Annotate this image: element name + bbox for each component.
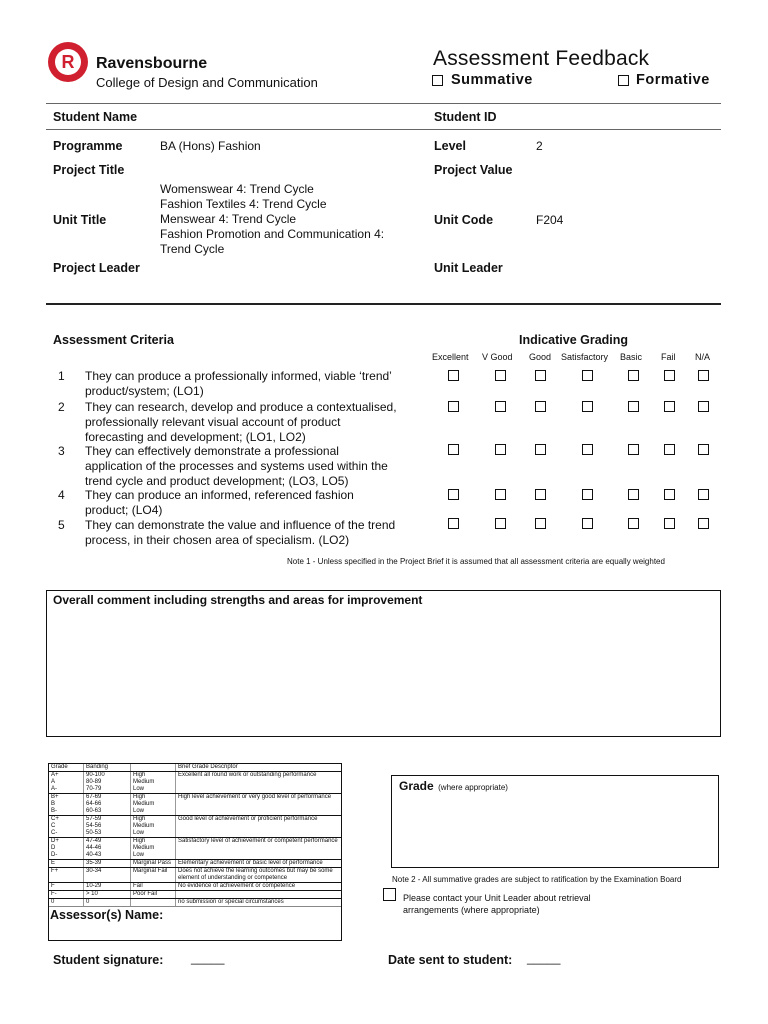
grade-checkbox[interactable] — [448, 518, 459, 529]
retrieval-text — [403, 892, 591, 916]
programme-value: BA (Hons) Fashion — [160, 139, 261, 153]
grade-cell: D+ D D- — [49, 838, 84, 860]
retrieval-checkbox[interactable] — [383, 888, 396, 901]
student-id-label: Student ID — [434, 110, 497, 124]
level-value: 2 — [536, 139, 543, 153]
note-2: Note 2 - All summative grades are subject to ratification by the Examination Board — [392, 875, 682, 884]
project-title-label: Project Title — [53, 163, 125, 177]
grade-checkbox[interactable] — [628, 518, 639, 529]
logo-letter: R — [55, 49, 81, 75]
unit-title-line: Menswear 4: Trend Cycle — [160, 212, 297, 226]
grade-checkbox[interactable] — [664, 401, 675, 412]
grade-box-heading — [399, 777, 508, 795]
descriptor-cell: no submission or special circumstances — [176, 899, 342, 907]
descriptor-header: Brief Grade Descriptor — [176, 764, 342, 772]
unit-title-line: Womenswear 4: Trend Cycle — [160, 182, 314, 196]
programme-label: Programme — [53, 139, 123, 153]
grade-cell: F — [49, 883, 84, 891]
project-leader-label: Project Leader — [53, 261, 140, 275]
criterion-text — [85, 518, 395, 548]
descriptor-cell: High level achievement or very good level of performance — [176, 794, 342, 816]
grade-header: Grade — [49, 764, 84, 772]
grading-col-vgood: V Good — [482, 352, 513, 362]
section-divider — [46, 303, 721, 305]
unit-title-label: Unit Title — [53, 213, 107, 227]
unit-title-line: Fashion Textiles 4: Trend Cycle — [160, 197, 327, 211]
grade-checkbox[interactable] — [448, 401, 459, 412]
criterion-number: 4 — [58, 488, 65, 502]
criterion-line: They can research, develop and produce a contextualised, — [85, 400, 397, 414]
grade-checkbox[interactable] — [582, 489, 593, 500]
criterion-line: They can effectively demonstrate a professional — [85, 444, 339, 458]
grade-checkbox[interactable] — [582, 518, 593, 529]
date-sent-field[interactable]: _____ — [527, 951, 561, 965]
criterion-number: 3 — [58, 444, 65, 458]
grade-cell: F+ — [49, 868, 84, 883]
descriptor-cell: Excellent all round work or outstanding performance — [176, 772, 342, 794]
band-cell: > 10 — [84, 891, 131, 899]
banding-header: Banding — [84, 764, 131, 772]
band-cell: 30-34 — [84, 868, 131, 883]
grade-checkbox[interactable] — [495, 518, 506, 529]
grade-checkbox[interactable] — [628, 444, 639, 455]
criterion-number: 5 — [58, 518, 65, 532]
grade-cell: C+ C C- — [49, 816, 84, 838]
divider — [46, 129, 721, 130]
divider — [46, 103, 721, 104]
grading-heading: Indicative Grading — [519, 333, 629, 347]
grade-checkbox[interactable] — [664, 518, 675, 529]
grade-checkbox[interactable] — [628, 401, 639, 412]
band-cell: 0 — [84, 899, 131, 907]
assessor-label: Assessor(s) Name: — [50, 908, 164, 922]
grade-checkbox[interactable] — [582, 370, 593, 381]
band-cell: 35-39 — [84, 860, 131, 868]
criterion-number: 1 — [58, 369, 65, 383]
criterion-text — [85, 400, 397, 445]
grading-col-excellent: Excellent — [432, 352, 469, 362]
date-sent-label: Date sent to student: — [388, 953, 513, 967]
student-signature-field[interactable]: _____ — [191, 951, 225, 965]
formative-checkbox[interactable] — [618, 75, 629, 86]
grade-checkbox[interactable] — [448, 489, 459, 500]
criterion-line: They can produce a professionally informed, viable ‘trend’ — [85, 369, 392, 383]
grade-checkbox[interactable] — [698, 444, 709, 455]
criterion-line: professionally relevant visual account of product — [85, 415, 341, 429]
grade-label: Grade — [399, 779, 434, 793]
unit-leader-label: Unit Leader — [434, 261, 503, 275]
unit-title-line: Fashion Promotion and Communication 4: — [160, 227, 385, 241]
grade-checkbox[interactable] — [698, 401, 709, 412]
descriptor-cell: Good level of achievement or proficient performance — [176, 816, 342, 838]
grade-cell: F- — [49, 891, 84, 899]
grade-cell: A+ A A- — [49, 772, 84, 794]
grading-col-satisfactory: Satisfactory — [561, 352, 609, 362]
level-cell: Marginal Fail — [131, 868, 176, 883]
band-cell: 67-69 64-66 60-63 — [84, 794, 131, 816]
level-header — [131, 764, 176, 772]
grade-checkbox[interactable] — [495, 444, 506, 455]
level-label: Level — [434, 139, 466, 153]
band-cell: 57-59 54-56 50-53 — [84, 816, 131, 838]
grade-checkbox[interactable] — [495, 370, 506, 381]
grade-checkbox[interactable] — [535, 401, 546, 412]
criterion-line: process, in their chosen area of specialism. (LO2) — [85, 533, 350, 547]
criteria-heading: Assessment Criteria — [53, 333, 174, 347]
note-1: Note 1 - Unless specified in the Project Brief it is assumed that all assessment criteria are equally weighted — [287, 557, 665, 566]
criterion-line: product/system; (LO1) — [85, 384, 204, 398]
grade-checkbox[interactable] — [535, 489, 546, 500]
grade-checkbox[interactable] — [535, 370, 546, 381]
unit-title-list — [160, 182, 384, 257]
band-cell: 90-100 80-89 70-79 — [84, 772, 131, 794]
grade-box[interactable] — [391, 775, 719, 868]
level-cell — [131, 899, 176, 907]
grade-label-note: (where appropriate) — [438, 783, 508, 792]
brand-name: Ravensbourne — [96, 55, 208, 72]
grade-cell: B+ B B- — [49, 794, 84, 816]
formative-label: Formative — [636, 72, 710, 88]
descriptor-cell: Does not achieve the learning outcomes but may be some element of understanding or competence — [176, 868, 342, 883]
criterion-text — [85, 488, 354, 518]
grade-cell: 0 — [49, 899, 84, 907]
unit-code-label: Unit Code — [434, 213, 494, 227]
criterion-text — [85, 369, 392, 399]
grade-checkbox[interactable] — [582, 444, 593, 455]
grading-col-fail: Fail — [661, 352, 676, 362]
grading-col-na: N/A — [695, 352, 711, 362]
criterion-line: product; (LO4) — [85, 503, 163, 517]
overall-comment-box[interactable] — [46, 590, 721, 737]
level-cell: Poor Fail — [131, 891, 176, 899]
criterion-line: forecasting and development; (LO1, LO2) — [85, 430, 306, 444]
grade-checkbox[interactable] — [664, 370, 675, 381]
grade-checkbox[interactable] — [628, 489, 639, 500]
criterion-line: They can produce an informed, referenced fashion — [85, 488, 354, 502]
criterion-line: trend cycle and product development; (LO3, LO5) — [85, 474, 349, 488]
overall-comment-heading: Overall comment including strengths and areas for improvement — [53, 593, 423, 607]
logo — [48, 42, 88, 82]
document-title: Assessment Feedback — [433, 47, 650, 70]
criterion-text — [85, 444, 388, 489]
criterion-number: 2 — [58, 400, 65, 414]
unit-code-value: F204 — [536, 213, 564, 227]
student-signature-label: Student signature: — [53, 953, 164, 967]
grading-col-good: Good — [529, 352, 552, 362]
grade-checkbox[interactable] — [664, 444, 675, 455]
grade-checkbox[interactable] — [582, 401, 593, 412]
grade-checkbox[interactable] — [698, 489, 709, 500]
retrieval-line: arrangements (where appropriate) — [403, 905, 540, 915]
criterion-line: application of the processes and systems used within the — [85, 459, 388, 473]
student-name-label: Student Name — [53, 110, 138, 124]
band-cell: 10-29 — [84, 883, 131, 891]
summative-checkbox[interactable] — [432, 75, 443, 86]
level-cell: Fail — [131, 883, 176, 891]
grading-col-basic: Basic — [620, 352, 643, 362]
grade-checkbox[interactable] — [628, 370, 639, 381]
level-cell: High Medium Low — [131, 838, 176, 860]
descriptor-cell: Satisfactory level of achievement or competent performance — [176, 838, 342, 860]
grade-checkbox[interactable] — [535, 518, 546, 529]
grade-cell: E — [49, 860, 84, 868]
retrieval-line: Please contact your Unit Leader about retrieval — [403, 893, 591, 903]
descriptor-cell — [176, 891, 342, 899]
unit-title-line: Trend Cycle — [160, 242, 225, 256]
grade-checkbox[interactable] — [495, 401, 506, 412]
grade-checkbox[interactable] — [664, 489, 675, 500]
descriptor-cell: Elementary achievement or basic level of performance — [176, 860, 342, 868]
criterion-line: They can demonstrate the value and influence of the trend — [85, 518, 396, 532]
summative-label: Summative — [451, 72, 533, 88]
band-cell: 47-49 44-46 40-43 — [84, 838, 131, 860]
level-cell: High Medium Low — [131, 794, 176, 816]
grade-checkbox[interactable] — [698, 518, 709, 529]
brand-subtitle: College of Design and Communication — [96, 75, 318, 90]
descriptor-cell: No evidence of achievement or competence — [176, 883, 342, 891]
level-cell: High Medium Low — [131, 772, 176, 794]
grade-checkbox[interactable] — [495, 489, 506, 500]
level-cell: Marginal Pass — [131, 860, 176, 868]
level-cell: High Medium Low — [131, 816, 176, 838]
grade-checkbox[interactable] — [448, 444, 459, 455]
grade-checkbox[interactable] — [448, 370, 459, 381]
project-value-label: Project Value — [434, 163, 513, 177]
grade-checkbox[interactable] — [535, 444, 546, 455]
grade-checkbox[interactable] — [698, 370, 709, 381]
